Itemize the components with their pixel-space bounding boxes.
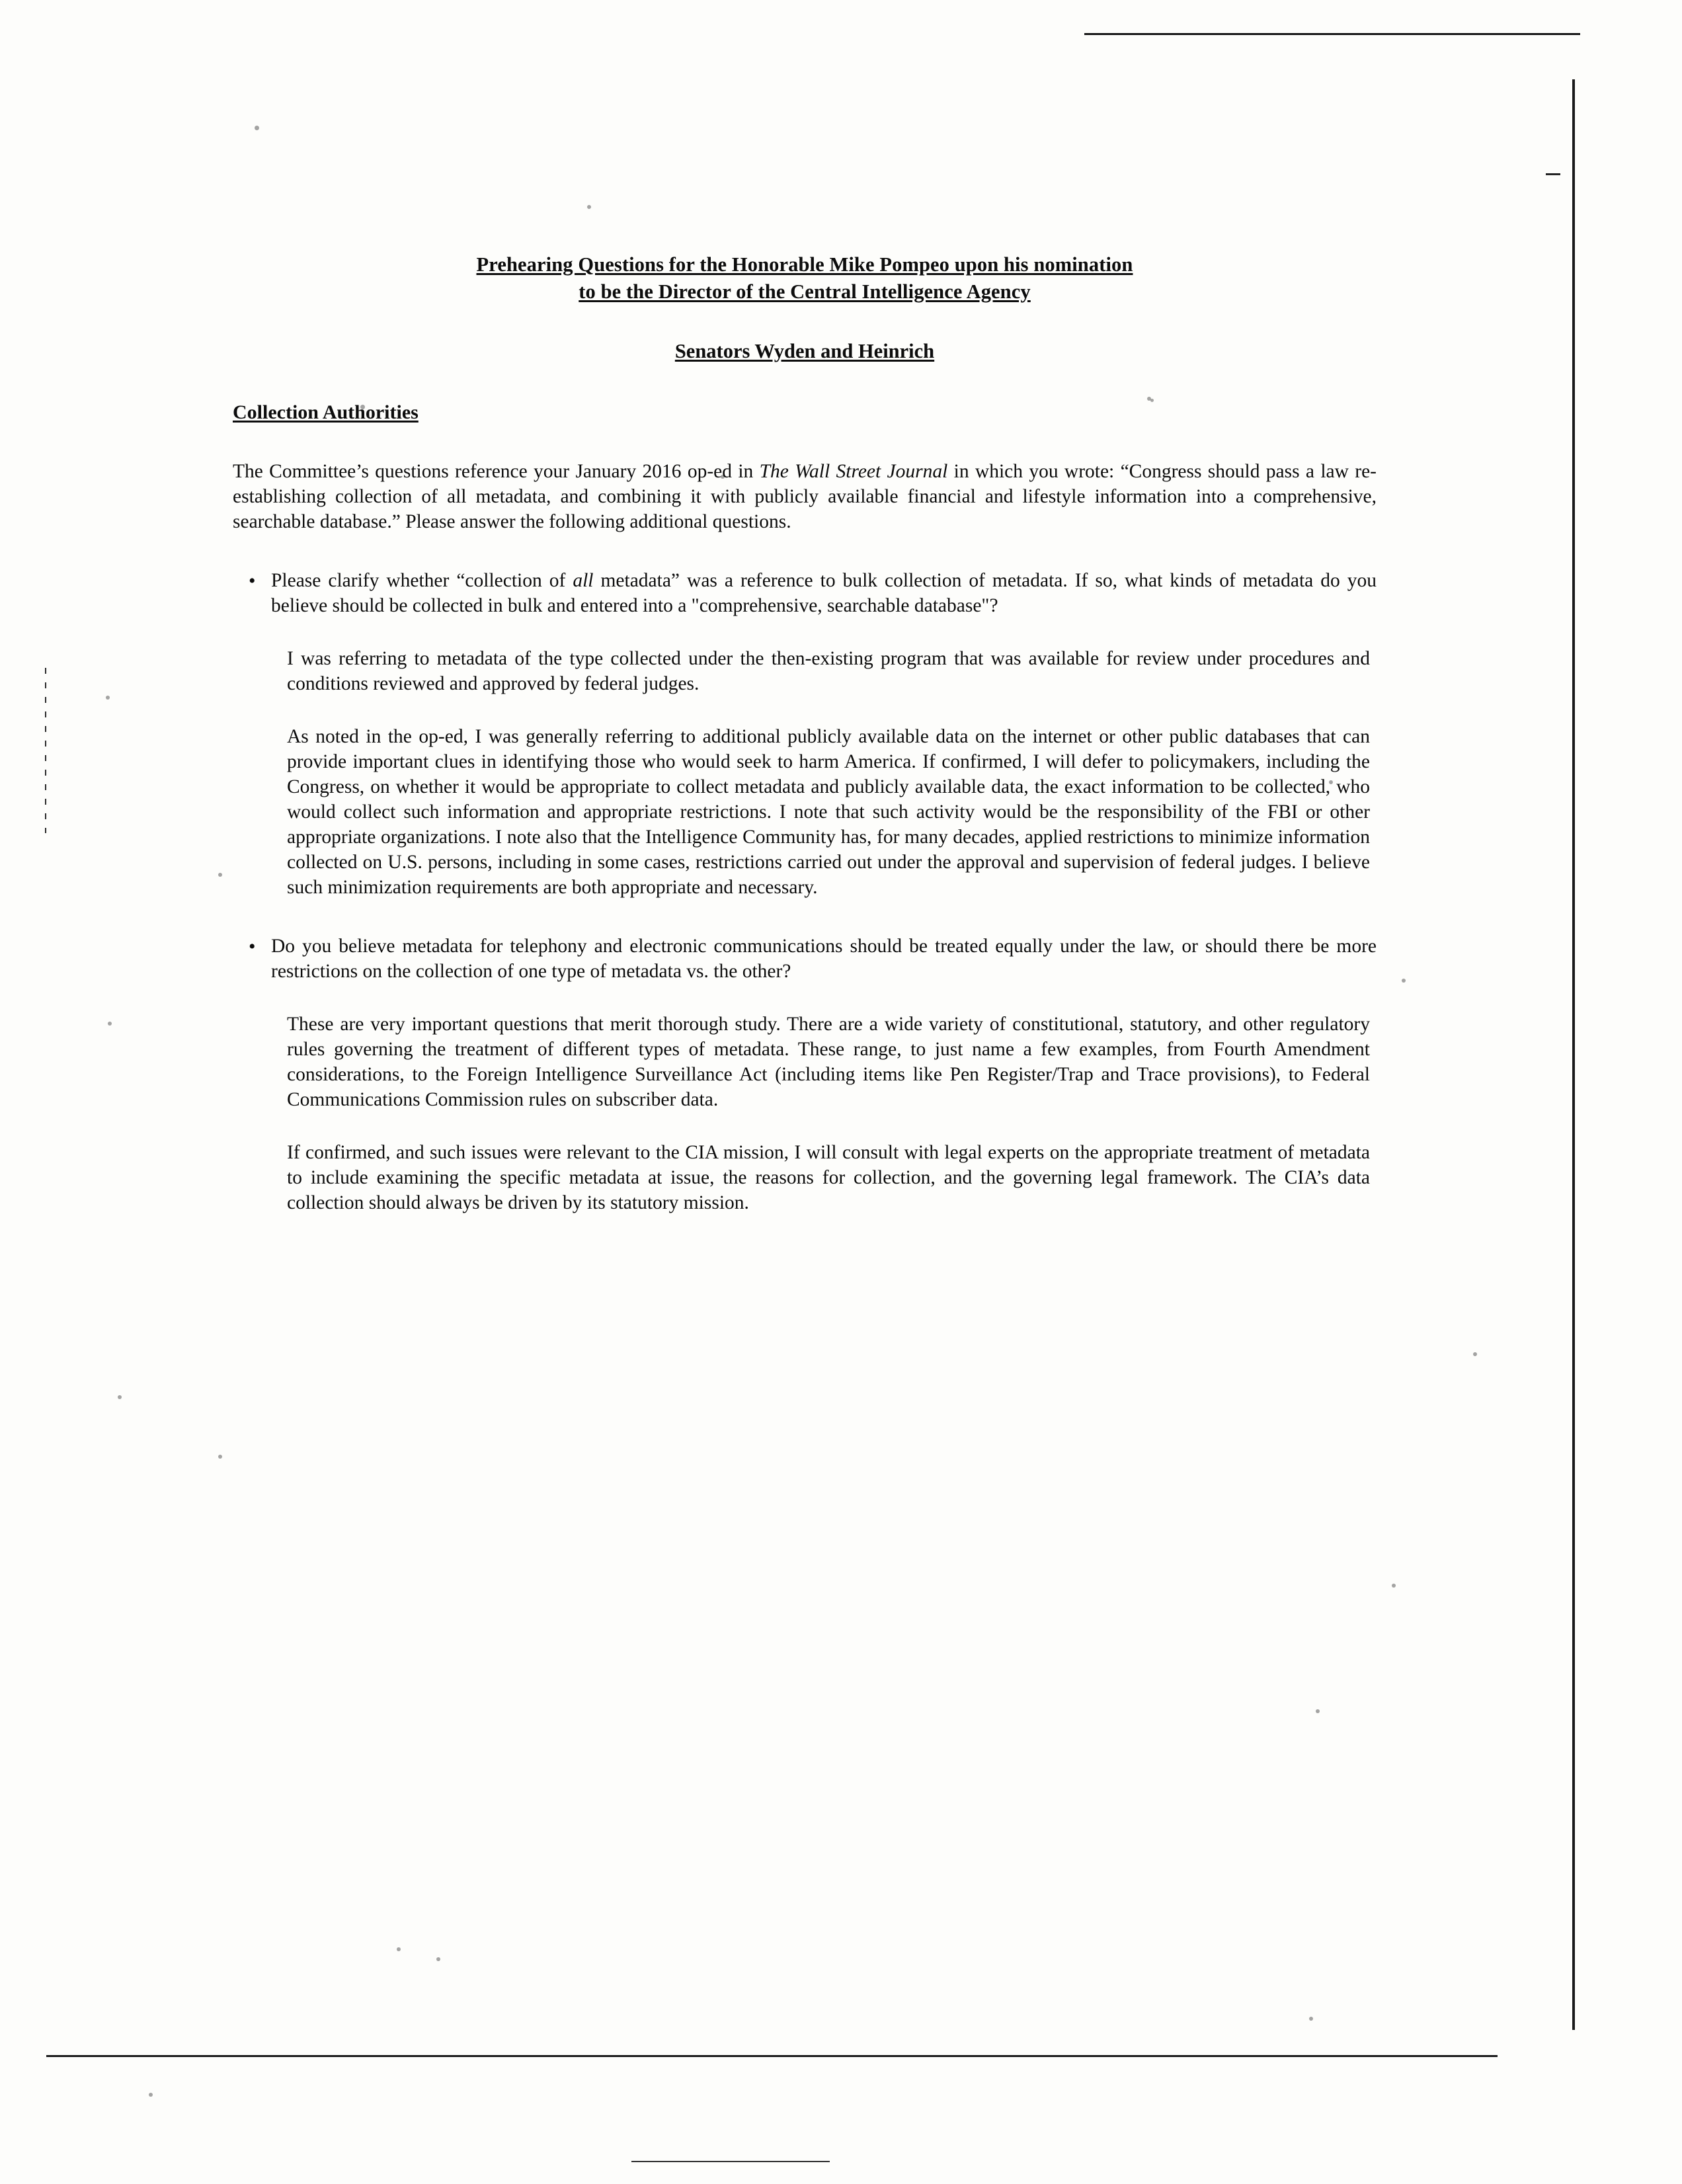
list-item [233, 569, 1377, 619]
document-subtitle: Senators Wyden and Heinrich [674, 339, 935, 362]
question-text-pre: Do you believe metadata for telephony and electronic communications should be treated equally under the law, or should there be more restrictions on the collection of one type of metadata vs. the other? [271, 936, 1377, 983]
answer-paragraph: These are very important questions that merit thorough study. There are a wide variety of constitutional, statutory, and other regulatory rules governing the treatment of different types of metadata. These range, to just name a few examples, from Fourth Amendment considerations, to the Foreign Intelligence Surveillance Act (including items like Pen Register/Trap and Trace provisions), to Federal Communications Commission rules on subscriber data. [287, 1014, 1370, 1110]
answer-paragraph: If confirmed, and such issues were relevant to the CIA mission, I will consult with legal experts on the appropriate treatment of metadata to include examining the specific metadata at issue, the reasons for collection, and the governing legal framework. The CIA’s data collection should always be driven by its statutory mission. [287, 1141, 1370, 1213]
document-title-line-2: to be the Director of the Central Intelligence Agency [579, 280, 1031, 303]
scan-edge-bottom [46, 2055, 1498, 2057]
scan-speck [1316, 1709, 1320, 1713]
intro-italic-publication: The Wall Street Journal [759, 460, 948, 482]
scan-speck [218, 1455, 222, 1459]
intro-paragraph [233, 460, 1377, 535]
scan-speck [218, 873, 222, 877]
scan-speck [106, 696, 110, 700]
intro-text-post: in which you wrote: “Congress should pass a law re-establishing collection of all metadata, and combining it with publicly available financial and lifestyle information into a comprehensive, searchable database.” Please answer the following additional questions. [233, 460, 1377, 532]
answer-block [287, 647, 1370, 900]
list-item [233, 934, 1377, 985]
document-body [233, 251, 1377, 1216]
scan-edge-left-dashes [45, 668, 46, 833]
answer-paragraph: I was referring to metadata of the type collected under the then-existing program that was available for review under procedures and conditions reviewed and approved by federal judges. [287, 648, 1370, 695]
intro-text-pre: The Committee’s questions reference your January 2016 op-ed in [233, 460, 760, 482]
scan-speck [1473, 1352, 1477, 1356]
question-text [271, 934, 1377, 985]
answer-block [287, 1012, 1370, 1215]
scan-speck [1392, 1584, 1396, 1588]
document-title [233, 251, 1377, 305]
bullet-marker [233, 934, 271, 960]
answer-paragraph: As noted in the op-ed, I was generally referring to additional publicly available data on the internet or other public databases that can provide important clues in identifying those who would seek to harm America. If confirmed, I will defer to policymakers, including the Congress, on whether it would be appropriate to collect metadata and publicly available data, the exact information to be collected, who would collect such information and appropriate restrictions. I note that such activity would be the responsibility of the FBI or other appropriate organizations. I note also that the Intelligence Community has, for many decades, applied restrictions to minimize information collected on U.S. persons, including in some cases, restrictions carried out under the approval and supervision of federal judges. I believe such minimization requirements are both appropriate and necessary. [287, 726, 1370, 898]
scan-speck [397, 1947, 401, 1951]
scan-speck [436, 1957, 440, 1961]
question-text-pre: Please clarify whether “collection of [271, 570, 573, 592]
scan-speck [255, 126, 259, 130]
scan-edge-bottom-secondary [631, 2161, 830, 2162]
document-title-line-1: Prehearing Questions for the Honorable Mike Pompeo upon his nomination [476, 253, 1133, 276]
scan-tick-mark [1546, 173, 1560, 175]
question-text-post: metadata” was a reference to bulk collection of metadata. If so, what kinds of metadata do you believe should be collected in bulk and entered into a "comprehensive, searchable database"? [271, 570, 1377, 617]
scan-edge-top [1084, 33, 1580, 35]
scan-speck [149, 2093, 153, 2097]
scan-speck [1402, 979, 1406, 983]
scan-speck [587, 205, 591, 209]
question-text [271, 569, 1377, 619]
section-heading-collection-authorities: Collection Authorities [233, 401, 419, 423]
scan-edge-right [1572, 79, 1575, 2030]
bullet-marker [233, 569, 271, 594]
scan-speck [118, 1395, 122, 1399]
question-text-italic: all [573, 570, 594, 592]
scan-speck [1309, 2017, 1313, 2021]
scan-speck [108, 1022, 112, 1026]
